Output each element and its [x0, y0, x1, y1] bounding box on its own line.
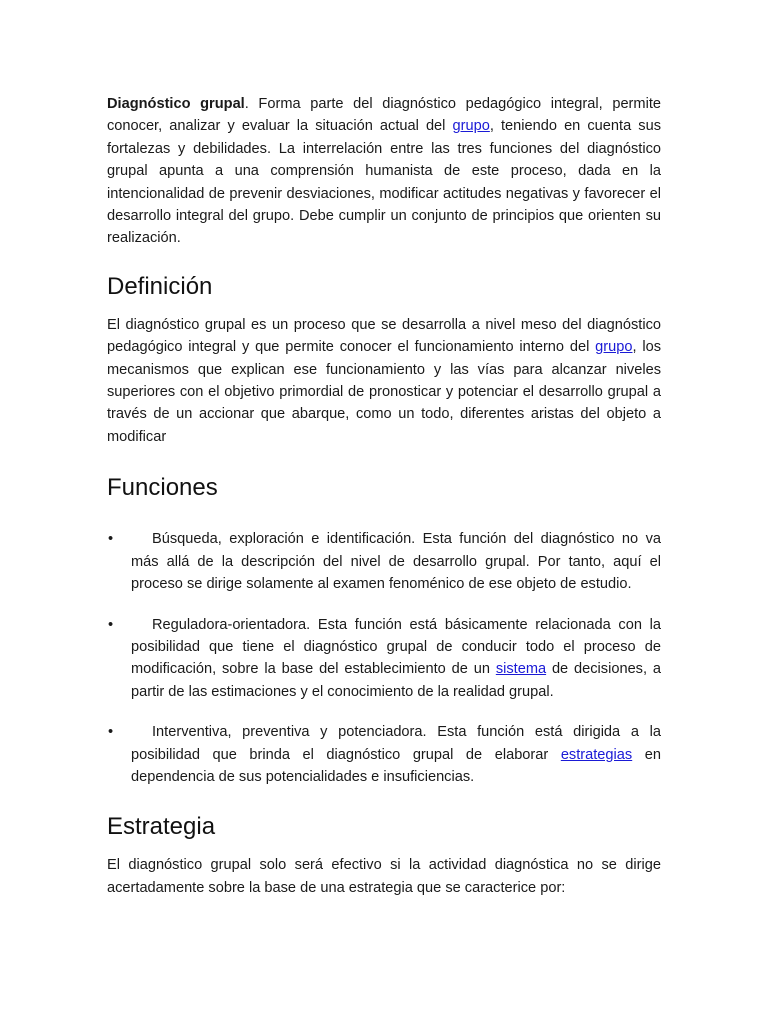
- bullet-icon: •: [108, 616, 114, 633]
- funcion-3-text-2: en dependencia de sus potencialidades e insuficiencias.: [131, 746, 661, 785]
- intro-text-1: . Forma parte del diagnóstico pedagógico integral, permite conocer, analizar y evaluar la situación actual del: [107, 96, 661, 135]
- heading-estrategia: Estrategia: [107, 813, 216, 841]
- intro-paragraph: [107, 93, 661, 250]
- link-estrategias[interactable]: estrategias: [560, 746, 633, 763]
- list-item: [107, 721, 661, 788]
- bullet-icon: •: [108, 724, 114, 741]
- funcion-text: [131, 614, 661, 704]
- definicion-text-2: , los mecanismos que explican ese funcionamiento y las vías para alcanzar niveles superiores con el objetivo primordial de pronosticar y potenciar el desarrollo grupal a través de un accionar que abarque, como un todo, diferentes aristas del objeto a modificar: [107, 339, 662, 445]
- funcion-text: [131, 528, 661, 595]
- link-sistema[interactable]: sistema: [495, 661, 547, 678]
- list-item: [107, 528, 661, 595]
- definicion-text-1: El diagnóstico grupal es un proceso que se desarrolla a nivel meso del diagnóstico pedagógico integral y que permite conocer el funcionamiento interno del: [107, 316, 661, 356]
- funciones-list: [107, 528, 661, 788]
- intro-text-2: , teniendo en cuenta sus fortalezas y debilidades. La interrelación entre las tres funciones del diagnóstico grupal apunta a una comprensión humanista de este proceso, dada en la intencionalidad de prevenir desviaciones, modificar actitudes negativas y favorecer el desarrollo integral del grupo. Debe cumplir un conjunto de principios que orienten su realización.: [107, 118, 662, 247]
- funcion-2-text-1: Reguladora-orientadora. Esta función está básicamente relacionada con la posibilidad que tiene el diagnóstico grupal de conducir todo el proceso de modificación, sobre la base del establecimiento de un: [131, 616, 661, 678]
- funcion-text: [131, 721, 661, 788]
- funcion-3-text-1: Interventiva, preventiva y potenciadora. Esta función está dirigida a la posibilidad que brinda el diagnóstico grupal de elaborar: [131, 724, 661, 763]
- link-grupo-definicion[interactable]: grupo: [595, 339, 633, 356]
- definicion-paragraph: [107, 314, 661, 448]
- estrategia-paragraph: El diagnóstico grupal solo será efectivo si la actividad diagnóstica no se dirige acertadamente sobre la base de una estrategia que se caracterice por:: [107, 857, 661, 896]
- link-grupo[interactable]: grupo: [452, 118, 490, 135]
- list-item: [107, 614, 661, 704]
- heading-funciones: Funciones: [107, 474, 218, 502]
- funcion-2-text-2: de decisiones, a partir de las estimaciones y el conocimiento de la realidad grupal.: [131, 661, 661, 700]
- funcion-1-text: Búsqueda, exploración e identificación. Esta función del diagnóstico no va más allá de la descripción del nivel de desarrollo grupal. Por tanto, aquí el proceso se dirige solamente al examen fenoménico de ese objeto de estudio.: [131, 531, 661, 593]
- intro-term: Diagnóstico grupal: [107, 96, 245, 112]
- heading-definicion: Definición: [107, 272, 213, 300]
- bullet-icon: •: [108, 531, 114, 548]
- document-body: [107, 93, 661, 899]
